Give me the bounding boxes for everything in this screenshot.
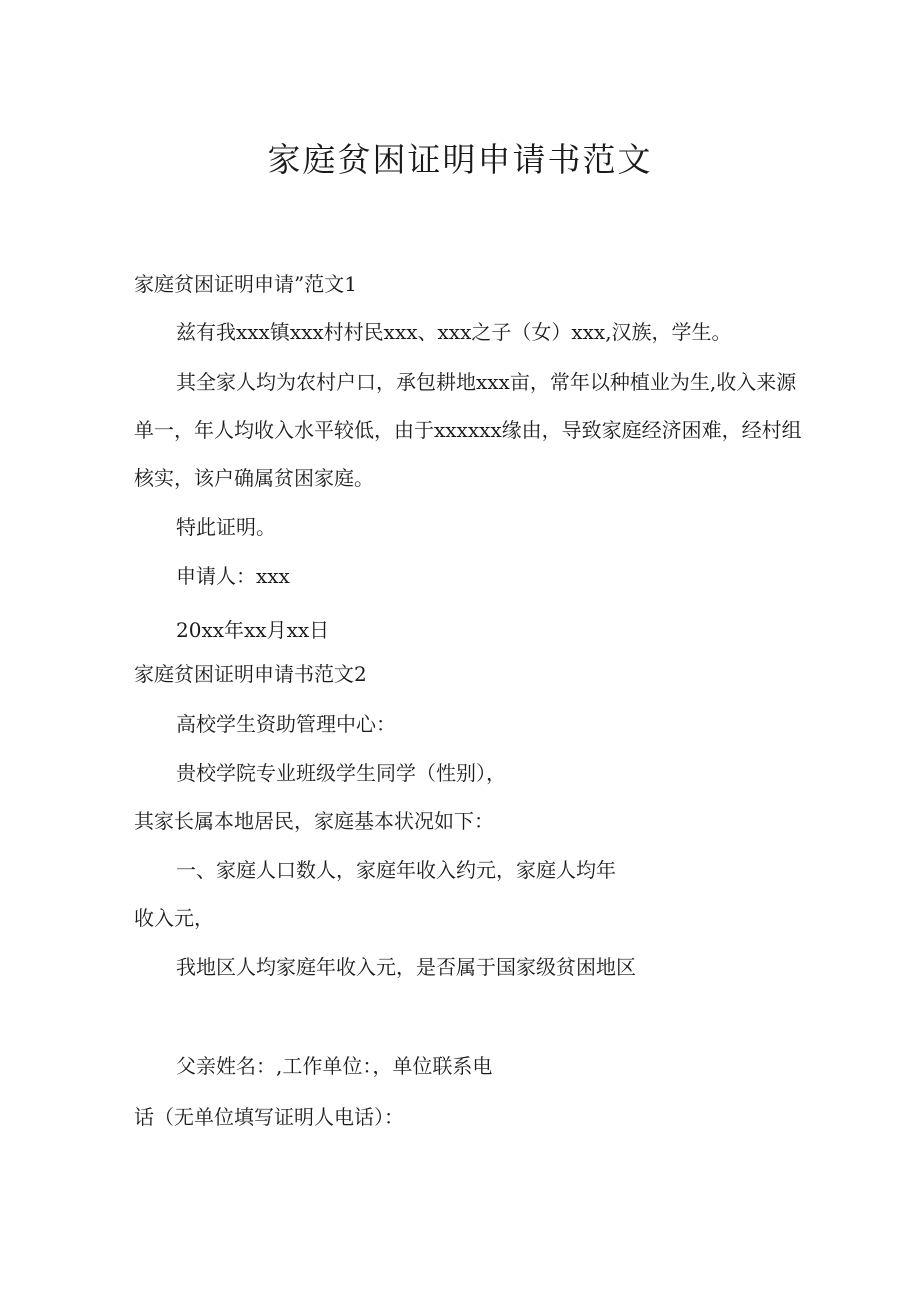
paragraph-line: 话（无单位填写证明人电话）： [134, 1105, 404, 1129]
section-heading-1: 家庭贫困证明申请”范文1 [134, 272, 357, 296]
paragraph-line: 其全家人均为农村户口，承包耕地xxx亩，常年以种植业为生,收入来源 [176, 370, 797, 394]
document-title: 家庭贫困证明申请书范文 [267, 140, 653, 179]
paragraph-line: 单一，年人均收入水平较低，由于xxxxxx缘由，导致家庭经济困难，经村组 [134, 418, 802, 442]
paragraph-line: 兹有我xxx镇xxx村村民xxx、xxx之子（女）xxx,汉族，学生。 [176, 320, 732, 344]
paragraph-line: 一、家庭人口数人，家庭年收入约元，家庭人均年 [176, 858, 616, 882]
paragraph-line: 父亲姓名：,工作单位：，单位联系电 [176, 1054, 493, 1078]
paragraph-line: 其家长属本地居民，家庭基本状况如下： [134, 809, 494, 833]
paragraph-line: 高校学生资助管理中心： [176, 712, 396, 736]
paragraph-line: 核实，该户确属贫困家庭。 [134, 466, 374, 490]
paragraph-line: 贵校学院专业班级学生同学（性别）， [176, 761, 506, 785]
date-line: 20xx年xx月xx日 [176, 618, 330, 642]
paragraph-line: 收入元， [134, 906, 214, 930]
section-heading-2: 家庭贫困证明申请书范文2 [134, 662, 367, 686]
applicant-line: 申请人：xxx [176, 564, 290, 588]
paragraph-line: 我地区人均家庭年收入元，是否属于国家级贫困地区 [176, 955, 636, 979]
paragraph-line: 特此证明。 [176, 515, 276, 539]
